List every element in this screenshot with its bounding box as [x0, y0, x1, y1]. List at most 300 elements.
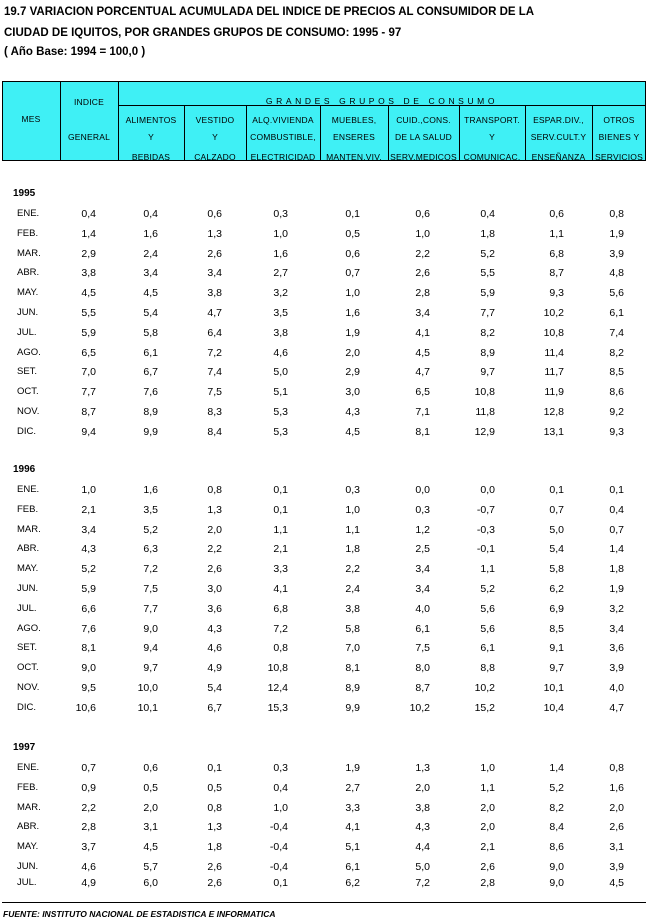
row-value: 1,6: [609, 782, 624, 794]
row-value: 2,9: [81, 248, 96, 260]
row-value: 3,1: [609, 841, 624, 853]
row-value: 4,5: [415, 347, 430, 359]
row-value: 5,8: [549, 563, 564, 575]
row-value: 0,1: [273, 504, 288, 516]
row-value: 7,4: [207, 366, 222, 378]
row-value: 6,1: [143, 347, 158, 359]
table-row: [0, 208, 648, 222]
row-value: 10,2: [543, 307, 564, 319]
row-value: 0,7: [609, 524, 624, 536]
row-month: JUN.: [17, 307, 39, 318]
header-group-2-line-1: COMBUSTIBLE,: [250, 132, 316, 142]
row-value: 13,1: [543, 426, 564, 438]
row-value: 0,6: [415, 208, 430, 220]
row-month: ENE.: [17, 208, 40, 219]
row-value: 2,8: [81, 821, 96, 833]
row-value: 5,6: [480, 623, 495, 635]
row-value: 7,5: [207, 386, 222, 398]
row-value: 0,8: [207, 484, 222, 496]
row-value: 2,6: [207, 248, 222, 260]
row-value: 6,1: [609, 307, 624, 319]
row-value: 0,4: [273, 782, 288, 794]
table-row: [0, 327, 648, 341]
row-value: 6,1: [480, 642, 495, 654]
row-value: 1,8: [480, 228, 495, 240]
row-value: 8,9: [345, 682, 360, 694]
row-value: 10,8: [474, 386, 495, 398]
row-value: 6,3: [143, 543, 158, 555]
row-value: 5,5: [480, 267, 495, 279]
table-row: [0, 802, 648, 816]
header-group-5-line-0: TRANSPORT.: [464, 115, 520, 125]
row-value: 2,8: [480, 877, 495, 889]
row-value: 2,9: [345, 366, 360, 378]
row-value: 2,7: [273, 267, 288, 279]
row-value: 6,0: [143, 877, 158, 889]
row-value: 0,3: [345, 484, 360, 496]
row-value: 2,5: [415, 543, 430, 555]
row-value: 5,0: [273, 366, 288, 378]
row-value: 4,5: [143, 287, 158, 299]
row-value: 3,6: [609, 642, 624, 654]
row-value: 3,2: [609, 603, 624, 615]
row-value: 10,6: [75, 702, 96, 714]
row-month: MAY.: [17, 563, 39, 574]
row-value: 2,0: [345, 347, 360, 359]
row-value: 9,9: [143, 426, 158, 438]
table-row: [0, 642, 648, 656]
row-value: 1,6: [143, 228, 158, 240]
row-value: 1,9: [609, 228, 624, 240]
table-row: [0, 307, 648, 321]
row-value: 11,4: [544, 347, 564, 359]
row-value: 10,1: [543, 682, 564, 694]
header-indice-line-1: INDICE: [73, 97, 104, 107]
header-group-3-line-2: MANTEN.VIV.: [326, 152, 382, 162]
row-value: 3,4: [609, 623, 624, 635]
row-value: 8,3: [207, 406, 222, 418]
row-value: 0,6: [345, 248, 360, 260]
row-value: 6,4: [207, 327, 222, 339]
row-value: 5,9: [81, 327, 96, 339]
row-month: DIC.: [17, 702, 36, 713]
row-value: 6,8: [273, 603, 288, 615]
row-value: 9,5: [81, 682, 96, 694]
header-group-1-line-1: Y: [212, 132, 218, 142]
table-base-year-note: ( Año Base: 1994 = 100,0 ): [4, 46, 146, 58]
row-value: 1,0: [81, 484, 96, 496]
row-value: 4,3: [415, 821, 430, 833]
row-month: NOV.: [17, 682, 40, 693]
row-month: ABR.: [17, 543, 40, 554]
row-month: DIC.: [17, 426, 36, 437]
row-value: 3,4: [415, 563, 430, 575]
row-value: 5,0: [549, 524, 564, 536]
table-row: [0, 524, 648, 538]
row-value: 3,4: [415, 583, 430, 595]
header-group-7-line-2: SERVICIOS: [595, 152, 643, 162]
row-value: 10,1: [137, 702, 158, 714]
row-value: 8,4: [207, 426, 222, 438]
header-group-4-line-1: DE LA SALUD: [394, 132, 452, 142]
row-value: 1,9: [609, 583, 624, 595]
row-value: 7,2: [273, 623, 288, 635]
row-value: 2,6: [480, 861, 495, 873]
row-value: 6,5: [415, 386, 430, 398]
row-value: 1,8: [609, 563, 624, 575]
header-group-6-line-2: ENSEÑANZA: [531, 152, 586, 162]
row-value: 9,0: [143, 623, 158, 635]
row-value: 3,6: [207, 603, 222, 615]
header-group-2-line-2: ELECTRICIDAD: [250, 152, 316, 162]
row-value: 0,4: [143, 208, 158, 220]
row-value: -0,7: [476, 504, 495, 516]
row-month: MAR.: [17, 248, 41, 259]
table-row: [0, 841, 648, 855]
row-value: 2,7: [345, 782, 360, 794]
row-value: 0,8: [609, 762, 624, 774]
header-group-0-line-1: Y: [148, 132, 154, 142]
table-row: [0, 782, 648, 796]
table-row: [0, 877, 648, 891]
row-value: 3,9: [609, 248, 624, 260]
row-value: 1,1: [345, 524, 360, 536]
row-value: 8,5: [609, 366, 624, 378]
row-value: 0,4: [81, 208, 96, 220]
row-value: 2,1: [273, 543, 288, 555]
row-value: 6,2: [345, 877, 360, 889]
row-value: 0,3: [273, 762, 288, 774]
row-value: 1,9: [345, 327, 360, 339]
row-value: 6,8: [549, 248, 564, 260]
row-month: MAY.: [17, 287, 39, 298]
header-group-4-line-0: CUID.,CONS.: [396, 115, 451, 125]
row-value: 0,1: [273, 877, 288, 889]
table-row: [0, 386, 648, 400]
row-month: MAR.: [17, 524, 41, 535]
row-value: 5,2: [81, 563, 96, 575]
row-value: 9,4: [143, 642, 158, 654]
table-row: [0, 583, 648, 597]
row-value: 15,3: [267, 702, 288, 714]
table-title-line-1: 19.7 VARIACION PORCENTUAL ACUMULADA DEL INDICE DE PRECIOS AL CONSUMIDOR DE LA: [4, 6, 535, 18]
row-value: 8,0: [415, 662, 430, 674]
table-row: [0, 702, 648, 716]
row-value: 3,0: [207, 583, 222, 595]
row-value: 4,9: [207, 662, 222, 674]
row-value: 0,0: [480, 484, 495, 496]
row-value: 8,6: [549, 841, 564, 853]
table-row: [0, 861, 648, 875]
row-value: 4,5: [609, 877, 624, 889]
row-value: 7,7: [480, 307, 495, 319]
row-value: 4,7: [207, 307, 222, 319]
row-value: 1,4: [609, 543, 624, 555]
table-row: [0, 366, 648, 380]
row-value: 2,8: [415, 287, 430, 299]
row-value: 7,7: [143, 603, 158, 615]
row-value: 10,2: [409, 702, 430, 714]
row-value: 3,2: [273, 287, 288, 299]
row-value: 0,8: [207, 802, 222, 814]
row-value: 9,3: [549, 287, 564, 299]
row-value: 1,1: [480, 563, 495, 575]
row-value: 3,8: [273, 327, 288, 339]
row-value: 1,2: [415, 524, 430, 536]
table-row: [0, 347, 648, 361]
source-footnote: FUENTE: INSTITUTO NACIONAL DE ESTADISTICA E INFORMATICA: [3, 909, 276, 919]
row-value: 5,2: [143, 524, 158, 536]
row-value: 0,4: [609, 504, 624, 516]
row-value: 6,7: [143, 366, 158, 378]
row-value: 1,3: [207, 228, 222, 240]
row-month: ABR.: [17, 267, 40, 278]
row-value: 8,1: [345, 662, 360, 674]
row-value: 4,3: [345, 406, 360, 418]
row-value: 4,5: [345, 426, 360, 438]
row-value: 9,7: [143, 662, 158, 674]
row-value: 8,6: [609, 386, 624, 398]
row-value: 9,1: [549, 642, 564, 654]
row-value: 7,7: [81, 386, 96, 398]
row-value: 0,5: [345, 228, 360, 240]
row-value: 0,6: [549, 208, 564, 220]
header-group-4-line-2: SERV.MEDICOS: [390, 152, 457, 162]
row-value: 5,1: [273, 386, 288, 398]
row-value: 3,4: [207, 267, 222, 279]
header-indice-line-2: GENERAL: [67, 132, 111, 142]
row-value: 1,6: [143, 484, 158, 496]
header-group-1-line-0: VESTIDO: [195, 115, 235, 125]
row-value: 1,0: [345, 287, 360, 299]
row-value: 1,1: [273, 524, 288, 536]
row-month: JUL.: [17, 603, 37, 614]
table-row: [0, 563, 648, 577]
year-label: 1996: [13, 464, 36, 475]
row-value: 5,0: [415, 861, 430, 873]
row-value: 7,0: [81, 366, 96, 378]
row-value: 4,7: [609, 702, 624, 714]
row-value: 3,8: [81, 267, 96, 279]
row-value: 4,7: [415, 366, 430, 378]
row-value: 2,2: [81, 802, 96, 814]
header-group-6-line-1: SERV.CULT.Y: [530, 132, 587, 142]
table-row: [0, 267, 648, 281]
row-value: 0,4: [480, 208, 495, 220]
row-value: 15,2: [474, 702, 495, 714]
row-value: 7,2: [143, 563, 158, 575]
row-value: 11,9: [544, 386, 564, 398]
row-value: 6,9: [549, 603, 564, 615]
row-value: 3,5: [273, 307, 288, 319]
header-mes: MES: [21, 114, 41, 124]
row-value: 8,9: [143, 406, 158, 418]
row-value: 5,3: [273, 406, 288, 418]
row-month: OCT.: [17, 386, 39, 397]
row-value: 3,8: [207, 287, 222, 299]
row-value: -0,4: [269, 821, 288, 833]
row-value: 9,9: [345, 702, 360, 714]
row-value: 1,1: [549, 228, 564, 240]
row-value: 1,0: [273, 802, 288, 814]
row-month: MAY.: [17, 841, 39, 852]
row-value: 8,2: [480, 327, 495, 339]
row-value: 3,4: [415, 307, 430, 319]
row-month: FEB.: [17, 504, 39, 515]
row-value: 0,7: [549, 504, 564, 516]
header-group-0-line-0: ALIMENTOS: [125, 115, 177, 125]
row-value: 2,6: [207, 563, 222, 575]
row-value: 12,8: [543, 406, 564, 418]
row-value: 4,0: [609, 682, 624, 694]
row-value: 1,8: [345, 543, 360, 555]
row-value: 0,6: [143, 762, 158, 774]
row-value: 10,8: [543, 327, 564, 339]
row-value: 4,4: [415, 841, 430, 853]
row-value: 4,5: [143, 841, 158, 853]
row-value: 3,8: [345, 603, 360, 615]
row-value: 4,6: [81, 861, 96, 873]
row-value: 6,1: [415, 623, 430, 635]
row-value: 1,3: [207, 821, 222, 833]
row-month: SET.: [17, 642, 38, 653]
table-row: [0, 484, 648, 498]
header-group-3-line-1: ENSERES: [332, 132, 376, 142]
header-group-7-line-1: BIENES Y: [598, 132, 640, 142]
row-value: 9,2: [609, 406, 624, 418]
row-value: 8,5: [549, 623, 564, 635]
row-value: 2,6: [207, 861, 222, 873]
row-value: -0,3: [476, 524, 495, 536]
row-value: 2,0: [143, 802, 158, 814]
row-value: 11,7: [544, 366, 564, 378]
row-month: ENE.: [17, 484, 40, 495]
row-value: 1,3: [415, 762, 430, 774]
row-value: 4,0: [415, 603, 430, 615]
row-value: 1,0: [415, 228, 430, 240]
row-value: 2,1: [81, 504, 96, 516]
row-value: 2,0: [480, 802, 495, 814]
row-value: 2,6: [609, 821, 624, 833]
row-value: 8,4: [549, 821, 564, 833]
row-value: -0,4: [269, 861, 288, 873]
row-value: 6,6: [81, 603, 96, 615]
row-value: 0,0: [415, 484, 430, 496]
row-value: -0,1: [476, 543, 495, 555]
row-value: 5,8: [345, 623, 360, 635]
row-value: 2,0: [207, 524, 222, 536]
row-value: 1,6: [273, 248, 288, 260]
row-value: 0,1: [549, 484, 564, 496]
row-value: 6,1: [345, 861, 360, 873]
row-value: 10,0: [137, 682, 158, 694]
row-value: 3,4: [143, 267, 158, 279]
row-value: 8,1: [415, 426, 430, 438]
row-value: 6,2: [549, 583, 564, 595]
row-value: 8,7: [415, 682, 430, 694]
row-value: 3,7: [81, 841, 96, 853]
row-month: NOV.: [17, 406, 40, 417]
row-value: 5,6: [609, 287, 624, 299]
row-value: 2,2: [207, 543, 222, 555]
table-row: [0, 603, 648, 617]
row-value: 4,1: [273, 583, 288, 595]
table-row: [0, 821, 648, 835]
footer-divider: [2, 902, 646, 903]
row-value: 5,1: [345, 841, 360, 853]
row-value: 7,4: [609, 327, 624, 339]
row-value: 7,6: [81, 623, 96, 635]
row-value: 10,4: [543, 702, 564, 714]
header-group-2-line-0: ALQ.VIVIENDA: [252, 115, 314, 125]
row-value: 9,0: [81, 662, 96, 674]
row-month: JUL.: [17, 327, 37, 338]
row-value: 3,9: [609, 662, 624, 674]
row-value: 9,4: [81, 426, 96, 438]
row-month: ENE.: [17, 762, 40, 773]
row-value: 0,7: [345, 267, 360, 279]
row-value: 7,2: [415, 877, 430, 889]
table-row: [0, 406, 648, 420]
row-value: 0,6: [207, 208, 222, 220]
row-month: AGO.: [17, 347, 41, 358]
row-value: 1,3: [207, 504, 222, 516]
row-value: 5,4: [207, 682, 222, 694]
row-month: JUN.: [17, 583, 39, 594]
row-month: JUL.: [17, 877, 37, 888]
header-group-5-line-2: COMUNICAC.: [463, 152, 521, 162]
row-value: 0,1: [207, 762, 222, 774]
row-value: 5,6: [480, 603, 495, 615]
row-value: 8,2: [549, 802, 564, 814]
row-value: 7,1: [415, 406, 430, 418]
row-value: 0,1: [273, 484, 288, 496]
row-value: 5,7: [143, 861, 158, 873]
row-value: 9,0: [549, 877, 564, 889]
table-row: [0, 762, 648, 776]
row-value: 0,7: [81, 762, 96, 774]
table-row: [0, 426, 648, 440]
row-value: 2,4: [143, 248, 158, 260]
row-value: 1,9: [345, 762, 360, 774]
row-value: 3,3: [345, 802, 360, 814]
row-value: 4,3: [207, 623, 222, 635]
header-grandes-grupos: GRANDES GRUPOS DE CONSUMO: [265, 96, 499, 106]
row-value: 7,5: [143, 583, 158, 595]
row-value: 5,3: [273, 426, 288, 438]
row-value: 4,6: [273, 347, 288, 359]
row-value: 8,9: [480, 347, 495, 359]
row-value: 4,3: [81, 543, 96, 555]
row-value: 0,8: [609, 208, 624, 220]
row-value: 4,6: [207, 642, 222, 654]
row-value: 7,0: [345, 642, 360, 654]
row-value: 1,1: [480, 782, 495, 794]
row-value: 0,1: [345, 208, 360, 220]
row-value: 0,3: [415, 504, 430, 516]
row-value: 5,4: [143, 307, 158, 319]
row-value: 0,1: [609, 484, 624, 496]
row-value: 5,2: [480, 248, 495, 260]
row-value: 5,2: [549, 782, 564, 794]
row-value: 12,4: [267, 682, 288, 694]
row-month: MAR.: [17, 802, 41, 813]
row-value: 1,8: [207, 841, 222, 853]
table-row: [0, 623, 648, 637]
table-row: [0, 228, 648, 242]
header-group-6-line-0: ESPAR.DIV.,: [533, 115, 584, 125]
row-month: JUN.: [17, 861, 39, 872]
